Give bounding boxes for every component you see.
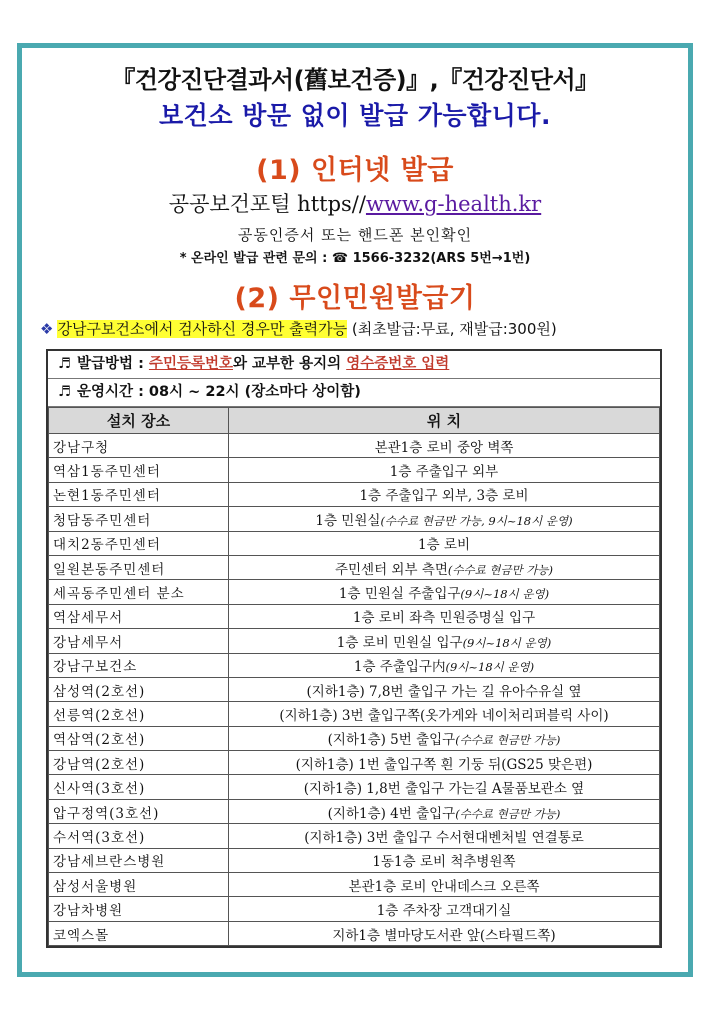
notice-frame [17, 43, 693, 977]
install-location [229, 507, 660, 531]
install-location [229, 531, 660, 555]
install-location [229, 751, 660, 775]
install-place: 청담동주민센터 [49, 507, 229, 531]
install-place: 선릉역(2호선) [49, 702, 229, 726]
method-resident-number: 주민등록번호 [148, 356, 233, 372]
location-text: 본관1층 로비 중앙 벽쪽 [374, 439, 514, 456]
install-place: 역삼1동주민센터 [49, 458, 229, 482]
install-location [229, 848, 660, 872]
install-location [229, 897, 660, 921]
section2-heading: (2) 무인민원발급기 [234, 283, 476, 314]
table-row [49, 653, 660, 677]
table-row [49, 458, 660, 482]
install-location [229, 629, 660, 653]
location-text: (지하1층) 1번 출입구쪽 흰 기둥 뒤(GS25 맞은편) [295, 756, 593, 773]
install-place: 역삼역(2호선) [49, 726, 229, 750]
table-row [49, 873, 660, 897]
kiosk-notice [40, 318, 557, 339]
music-note-icon: ♬ [58, 384, 71, 400]
issue-method: ♬ 발급방법 : 주민등록번호와 교부한 용지의 영수증번호 입력 [48, 351, 660, 379]
install-location [229, 702, 660, 726]
location-text: (지하1층) 3번 출입구 수서현대벤처빌 연결통로 [304, 829, 584, 846]
location-text: 1층 주출입구 외부 [389, 464, 499, 481]
install-location [229, 434, 660, 458]
cert-text: 공동인증서 또는 핸드폰 본인확인 [237, 226, 473, 244]
diamond-bullet-icon: ❖ [40, 320, 54, 338]
location-text: 지하1층 별마당도서관 앞(스타필드쪽) [332, 927, 556, 944]
location-note: (9시~18시 운영) [460, 587, 550, 602]
location-text: 1층 로비 민원실 입구 [336, 634, 463, 651]
install-place: 대치2동주민센터 [49, 531, 229, 555]
location-text: 1층 로비 [417, 537, 470, 554]
portal-line [22, 188, 688, 218]
table-row [49, 677, 660, 701]
table-row [49, 824, 660, 848]
location-note: (수수료 현금만 가능) [447, 562, 554, 577]
location-text: (지하1층) 5번 출입구 [327, 732, 456, 749]
table-row [49, 897, 660, 921]
column-header-place: 설치 장소 [49, 408, 229, 434]
install-place: 일원본동주민센터 [49, 555, 229, 579]
title-line1: 『건강진단결과서(舊보건증)』,『건강진단서』 [111, 66, 599, 94]
table-row [49, 702, 660, 726]
table-row [49, 799, 660, 823]
install-place: 세곡동주민센터 분소 [49, 580, 229, 604]
location-text: (지하1층) 4번 출입구 [327, 805, 456, 822]
install-location [229, 775, 660, 799]
table-row [49, 507, 660, 531]
kiosk-box [46, 349, 662, 948]
location-text: 주민센터 외부 측면 [334, 561, 448, 578]
location-note: (수수료 현금만 가능) [455, 733, 561, 748]
table-row [49, 482, 660, 506]
install-location [229, 653, 660, 677]
kiosk-location-table [48, 407, 660, 946]
method-receipt-number: 영수증번호 입력 [346, 356, 450, 372]
install-place: 압구정역(3호선) [49, 799, 229, 823]
table-row [49, 921, 660, 945]
location-note: (수수료 현금만 가능, 9시~18시 운영) [380, 513, 573, 528]
table-row [49, 751, 660, 775]
table-row [49, 434, 660, 458]
table-row [49, 604, 660, 628]
table-row [49, 629, 660, 653]
location-text: (지하1층) 1,8번 출입구 가는길 A물품보관소 옆 [303, 781, 585, 798]
location-text: (지하1층) 7,8번 출입구 가는 길 유아수유실 옆 [306, 683, 582, 700]
install-place: 강남차병원 [49, 897, 229, 921]
location-text: 1층 민원실 주출입구 [338, 586, 461, 603]
location-text: 1층 주출입구 외부, 3층 로비 [359, 488, 529, 505]
location-note: (9시~18시 운영) [462, 635, 552, 650]
install-place: 역삼세무서 [49, 604, 229, 628]
install-location [229, 482, 660, 506]
table-row [49, 580, 660, 604]
table-header-row [49, 408, 660, 434]
location-text: 1층 민원실 [315, 512, 381, 529]
install-location [229, 604, 660, 628]
location-text: (지하1층) 3번 출입구쪽(옷가게와 네이처리퍼블릭 사이) [279, 707, 609, 724]
table-row [49, 775, 660, 799]
install-place: 강남세무서 [49, 629, 229, 653]
table-row [49, 555, 660, 579]
install-location [229, 824, 660, 848]
install-place: 신사역(3호선) [49, 775, 229, 799]
install-location [229, 677, 660, 701]
install-place: 삼성서울병원 [49, 873, 229, 897]
section1-heading: (1) 인터넷 발급 [256, 155, 454, 186]
install-place: 강남구청 [49, 434, 229, 458]
location-note: (9시~18시 운영) [445, 660, 535, 675]
install-location [229, 555, 660, 579]
notice-highlight: 강남구보건소에서 검사하신 경우만 출력가능 [57, 320, 348, 338]
install-place: 논현1동주민센터 [49, 482, 229, 506]
location-text: 본관1층 로비 안내데스크 오른쪽 [348, 878, 540, 895]
install-place: 강남역(2호선) [49, 751, 229, 775]
install-location [229, 726, 660, 750]
table-row [49, 726, 660, 750]
install-place: 강남구보건소 [49, 653, 229, 677]
table-row [49, 531, 660, 555]
location-text: 1층 주출입구内 [353, 659, 446, 676]
music-note-icon: ♬ [58, 356, 71, 372]
portal-link[interactable]: www.g-health.kr [365, 192, 542, 216]
operating-hours: ♬ 운영시간 : 08시 ~ 22시 (장소마다 상이함) [48, 379, 660, 407]
install-location [229, 921, 660, 945]
column-header-location: 위 치 [229, 408, 660, 434]
location-note: (수수료 현금만 가능) [455, 806, 561, 821]
inquiry-text: * 온라인 발급 관련 문의 : ☎ 1566-3232(ARS 5번→1번) [179, 251, 531, 266]
table-row [49, 848, 660, 872]
title-line2: 보건소 방문 없이 발급 가능합니다. [159, 101, 551, 130]
install-location [229, 458, 660, 482]
install-location [229, 580, 660, 604]
location-text: 1층 로비 좌측 민원증명실 입구 [352, 610, 536, 627]
install-place: 코엑스몰 [49, 921, 229, 945]
install-location [229, 873, 660, 897]
location-text: 1동1층 로비 척추병원쪽 [372, 854, 516, 871]
install-place: 강남세브란스병원 [49, 848, 229, 872]
install-place: 수서역(3호선) [49, 824, 229, 848]
portal-label: 공공보건포털 https// [168, 192, 366, 216]
location-text: 1층 주차장 고객대기실 [376, 903, 512, 920]
install-place: 삼성역(2호선) [49, 677, 229, 701]
install-location [229, 799, 660, 823]
notice-fee: (최초발급:무료, 재발급:300원) [347, 320, 557, 338]
